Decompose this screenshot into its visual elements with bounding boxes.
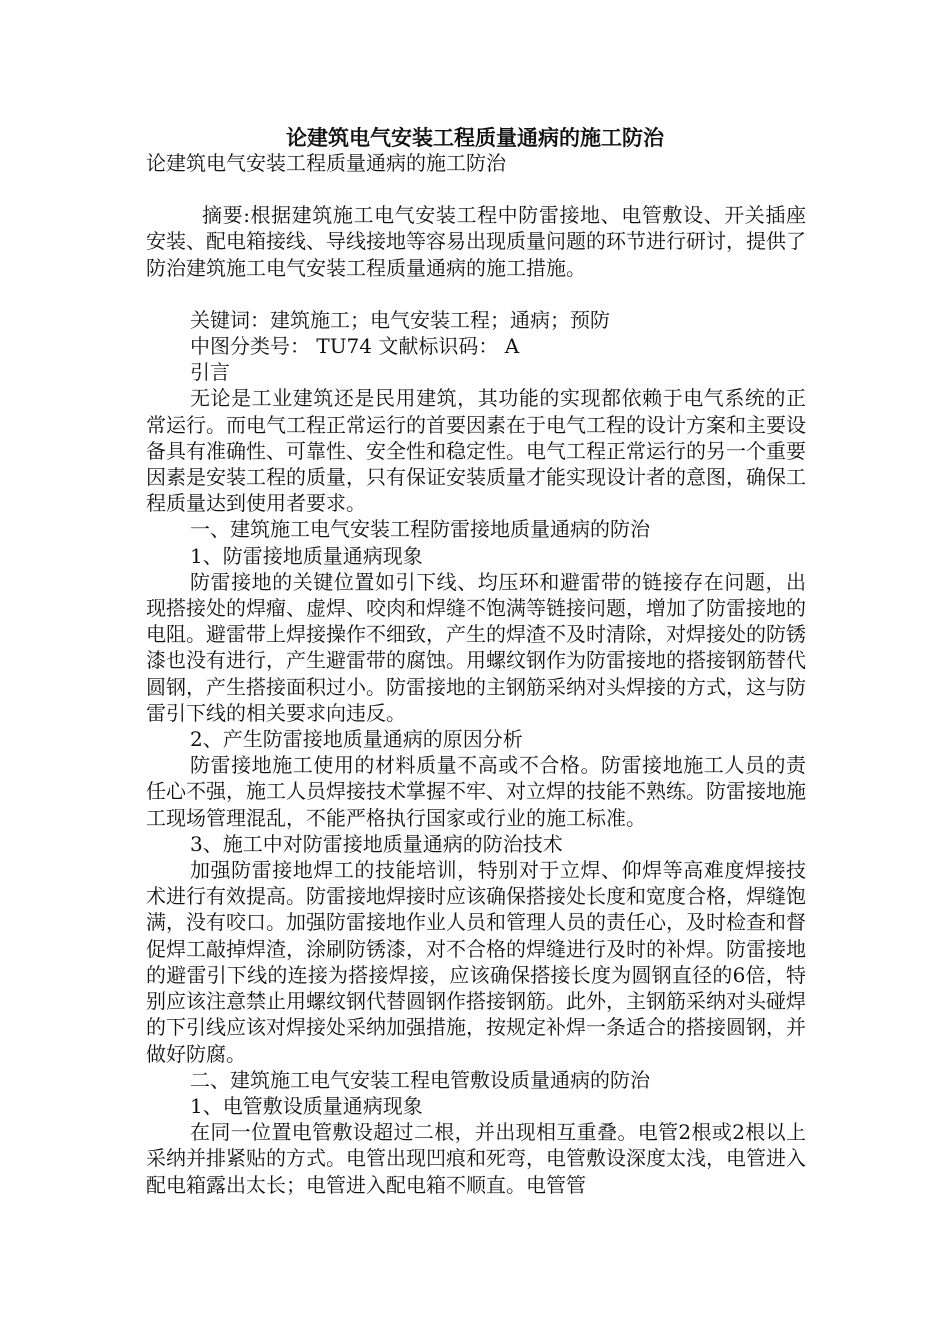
- abstract-paragraph: 摘要:根据建筑施工电气安装工程中防雷接地、电管敷设、开关插座安装、配电箱接线、导线接地等容易出现质量问题的环节进行研讨，提供了防治建筑施工电气安装工程质量通病的施工措施。: [146, 203, 806, 280]
- section-2-heading: 二、建筑施工电气安装工程电管敷设质量通病的防治: [190, 1067, 650, 1092]
- subsection-2-1-heading: 1、电管敷设质量通病现象: [190, 1093, 423, 1118]
- section-1-heading: 一、建筑施工电气安装工程防雷接地质量通病的防治: [190, 517, 650, 542]
- subsection-1-3-heading: 3、施工中对防雷接地质量通病的防治技术: [190, 831, 563, 856]
- keywords-line: 关键词：建筑施工；电气安装工程；通病；预防: [190, 307, 610, 332]
- document-body: [146, 150, 806, 1198]
- subsection-1-2-paragraph: 防雷接地施工使用的材料质量不高或不合格。防雷接地施工人员的责任心不强，施工人员焊接技术掌握不牢、对立焊的技能不熟练。防雷接地施工现场管理混乱，不能严格执行国家或行业的施工标准。: [146, 753, 806, 830]
- subsection-2-1-paragraph: 在同一位置电管敷设超过二根，并出现相互重叠。电管2根或2根以上采纳并排紧贴的方式。电管出现凹痕和死弯，电管敷设深度太浅，电管进入配电箱露出太长；电管进入配电箱不顺直。电管管: [146, 1120, 806, 1197]
- intro-heading: 引言: [190, 360, 230, 385]
- document-title: 论建筑电气安装工程质量通病的施工防治: [286, 125, 664, 150]
- document-subtitle: 论建筑电气安装工程质量通病的施工防治: [146, 151, 506, 175]
- subsection-1-2-heading: 2、产生防雷接地质量通病的原因分析: [190, 727, 523, 752]
- subsection-1-3-paragraph: 加强防雷接地焊工的技能培训，特别对于立焊、仰焊等高难度焊接技术进行有效提高。防雷接地焊接时应该确保搭接处长度和宽度合格，焊缝饱满，没有咬口。加强防雷接地作业人员和管理人员的责任心，及时检查和督促焊工敲掉焊渣，涂刷防锈漆，对不合格的焊缝进行及时的补焊。防雷接地的避雷引下线的连接为搭接焊接，应该确保搭接长度为圆钢直径的6倍，特别应该注意禁止用螺纹钢代替圆钢作搭接钢筋。此外，主钢筋采纳对头碰焊的下引线应该对焊接处采纳加强措施，按规定补焊一条适合的搭接圆钢，并做好防腐。: [146, 858, 806, 1066]
- intro-paragraph: 无论是工业建筑还是民用建筑，其功能的实现都依赖于电气系统的正常运行。而电气工程正常运行的首要因素在于电气工程的设计方案和主要设备具有准确性、可靠性、安全性和稳定性。电气工程正常运行的另一个重要因素是安装工程的质量，只有保证安装质量才能实现设计者的意图，确保工程质量达到使用者要求。: [146, 386, 806, 516]
- subsection-1-1-paragraph: 防雷接地的关键位置如引下线、均压环和避雷带的链接存在问题，出现搭接处的焊瘤、虚焊、咬肉和焊缝不饱满等链接问题，增加了防雷接地的电阻。避雷带上焊接操作不细致，产生的焊渣不及时清除，对焊接处的防锈漆也没有进行，产生避雷带的腐蚀。用螺纹钢作为防雷接地的搭接钢筋替代圆钢，产生搭接面积过小。防雷接地的主钢筋采纳对头焊接的方式，这与防雷引下线的相关要求向违反。: [146, 569, 806, 725]
- subsection-1-1-heading: 1、防雷接地质量通病现象: [190, 543, 423, 568]
- classification-line: 中图分类号： TU74 文献标识码： A: [190, 334, 520, 359]
